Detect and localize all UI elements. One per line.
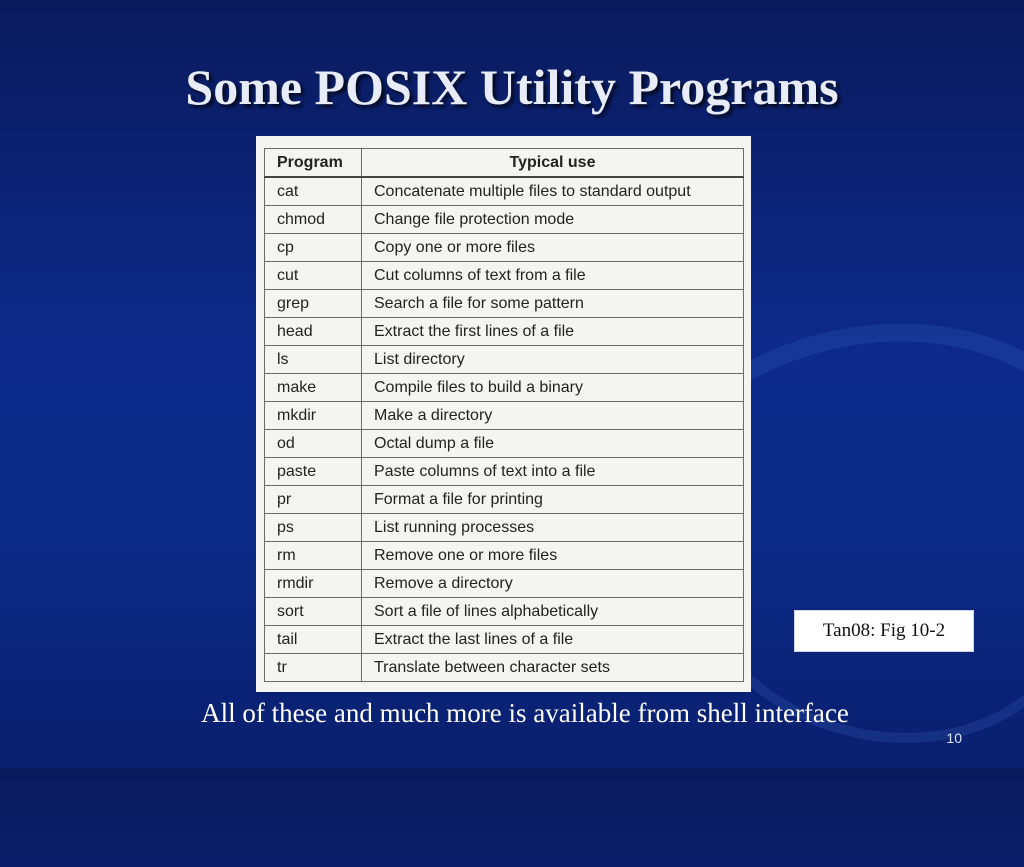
table-body: [265, 177, 744, 682]
typical-use-cell: Translate between character sets: [362, 654, 744, 682]
utility-table-figure: [256, 136, 751, 692]
program-name-cell: ps: [265, 514, 362, 542]
program-name-cell: ls: [265, 346, 362, 374]
table-row: [265, 177, 744, 206]
table-row: [265, 290, 744, 318]
slide-title: Some POSIX Utility Programs: [185, 59, 839, 115]
table-row: [265, 402, 744, 430]
typical-use-cell: Search a file for some pattern: [362, 290, 744, 318]
table-row: [265, 486, 744, 514]
typical-use-cell: Cut columns of text from a file: [362, 262, 744, 290]
typical-use-cell: Paste columns of text into a file: [362, 458, 744, 486]
table-header-row: [265, 149, 744, 178]
program-name-cell: cp: [265, 234, 362, 262]
program-name-cell: od: [265, 430, 362, 458]
table-row: [265, 374, 744, 402]
program-name-cell: tail: [265, 626, 362, 654]
page-number: 10: [946, 730, 962, 746]
program-name-cell: chmod: [265, 206, 362, 234]
program-name-cell: tr: [265, 654, 362, 682]
program-name-cell: grep: [265, 290, 362, 318]
table-row: [265, 430, 744, 458]
column-header-typical-use: Typical use: [362, 149, 744, 178]
program-name-cell: cut: [265, 262, 362, 290]
table-row: [265, 206, 744, 234]
typical-use-cell: Octal dump a file: [362, 430, 744, 458]
program-name-cell: cat: [265, 177, 362, 206]
typical-use-cell: Remove one or more files: [362, 542, 744, 570]
column-header-program: Program: [265, 149, 362, 178]
program-name-cell: head: [265, 318, 362, 346]
slide-footer-text: All of these and much more is available from shell interface: [201, 698, 849, 728]
table-row: [265, 346, 744, 374]
program-name-cell: rmdir: [265, 570, 362, 598]
table-row: [265, 626, 744, 654]
figure-caption: Tan08: Fig 10-2: [794, 610, 974, 652]
program-name-cell: sort: [265, 598, 362, 626]
program-name-cell: make: [265, 374, 362, 402]
typical-use-cell: Remove a directory: [362, 570, 744, 598]
table-row: [265, 514, 744, 542]
typical-use-cell: Concatenate multiple files to standard output: [362, 177, 744, 206]
typical-use-cell: Sort a file of lines alphabetically: [362, 598, 744, 626]
typical-use-cell: Format a file for printing: [362, 486, 744, 514]
typical-use-cell: Extract the first lines of a file: [362, 318, 744, 346]
table-row: [265, 570, 744, 598]
program-name-cell: rm: [265, 542, 362, 570]
typical-use-cell: Compile files to build a binary: [362, 374, 744, 402]
typical-use-cell: Change file protection mode: [362, 206, 744, 234]
program-name-cell: paste: [265, 458, 362, 486]
table-row: [265, 458, 744, 486]
typical-use-cell: List running processes: [362, 514, 744, 542]
table-row: [265, 598, 744, 626]
program-name-cell: mkdir: [265, 402, 362, 430]
table-row: [265, 542, 744, 570]
table-row: [265, 234, 744, 262]
program-name-cell: pr: [265, 486, 362, 514]
typical-use-cell: Extract the last lines of a file: [362, 626, 744, 654]
typical-use-cell: Make a directory: [362, 402, 744, 430]
typical-use-cell: Copy one or more files: [362, 234, 744, 262]
table-row: [265, 318, 744, 346]
typical-use-cell: List directory: [362, 346, 744, 374]
table-row: [265, 654, 744, 682]
utility-table: [264, 148, 744, 682]
table-row: [265, 262, 744, 290]
